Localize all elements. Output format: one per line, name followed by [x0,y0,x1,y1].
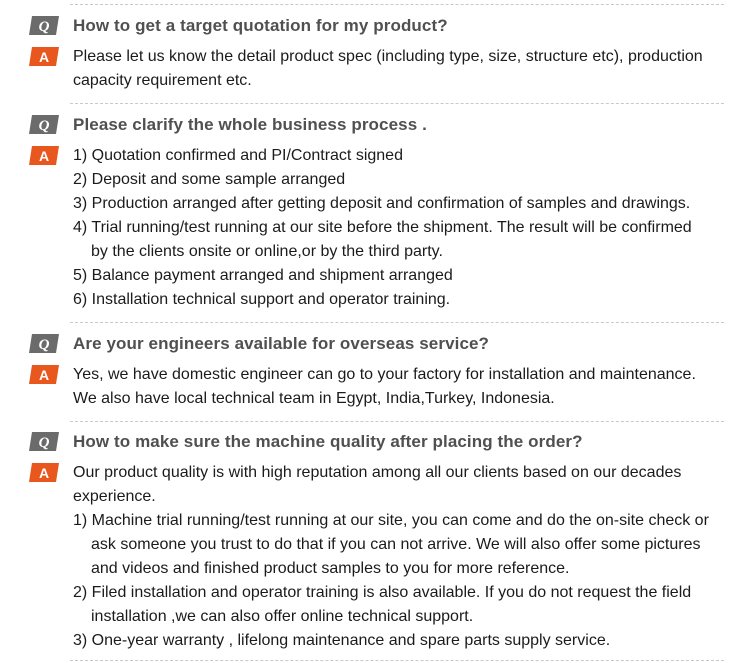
svg-text:Q: Q [38,19,50,35]
a-badge [29,146,59,165]
answer-line: 3) Production arranged after getting deposit and confirmation of samples and drawings. [73,195,691,212]
answer-line: 1) Machine trial running/test running at our site, you can come and do the on-site check or [73,512,709,529]
a-badge [29,47,59,66]
question-text: How to get a target quotation for my product? [73,16,448,35]
question-text: Please clarify the whole business process . [73,115,427,134]
svg-text:Q: Q [38,337,50,353]
svg-text:A: A [38,49,50,65]
answer-line: 6) Installation technical support and operator training. [73,291,451,308]
q-badge [29,115,59,134]
divider [70,421,724,422]
answer-line: by the clients onsite or online,or by the third party. [91,243,443,260]
q-badge [29,432,59,451]
a-badge [29,463,59,482]
answer-line: Our product quality is with high reputation among all our clients based on our decades [73,464,682,481]
answer-line: experience. [73,488,156,505]
a-badge [29,365,59,384]
question-text: How to make sure the machine quality after placing the order? [73,432,583,451]
svg-text:A: A [38,148,50,164]
q-badge [29,334,59,353]
divider [70,103,724,104]
divider [70,4,724,5]
divider [70,322,724,323]
svg-text:A: A [38,465,50,481]
answer-line: 3) One-year warranty , lifelong maintenance and spare parts supply service. [73,632,611,649]
answer-line: Please let us know the detail product spec (including type, size, structure etc), production [73,48,703,65]
answer-line: ask someone you trust to do that if you can not arrive. We will also offer some pictures [91,536,701,553]
answer-line: capacity requirement etc. [73,72,252,89]
q-badge [29,16,59,35]
svg-text:Q: Q [38,435,50,451]
answer-line: 2) Deposit and some sample arranged [73,171,346,188]
answer-line: installation ,we can also offer online technical support. [91,608,474,625]
answer-line: 4) Trial running/test running at our site before the shipment. The result will be confirmed [73,219,692,236]
answer-line: 1) Quotation confirmed and PI/Contract signed [73,147,403,164]
answer-line: and videos and finished product samples to you for more reference. [91,560,570,577]
answer-line: Yes, we have domestic engineer can go to your factory for installation and maintenance. [73,366,696,383]
answer-line: We also have local technical team in Egypt, India,Turkey, Indonesia. [73,390,555,407]
answer-line: 2) Filed installation and operator training is also available. If you do not request the field [73,584,692,601]
divider [70,660,724,661]
answer-line: 5) Balance payment arranged and shipment arranged [73,267,453,284]
svg-text:A: A [38,367,50,383]
svg-text:Q: Q [38,118,50,134]
question-text: Are your engineers available for overseas service? [73,334,490,353]
